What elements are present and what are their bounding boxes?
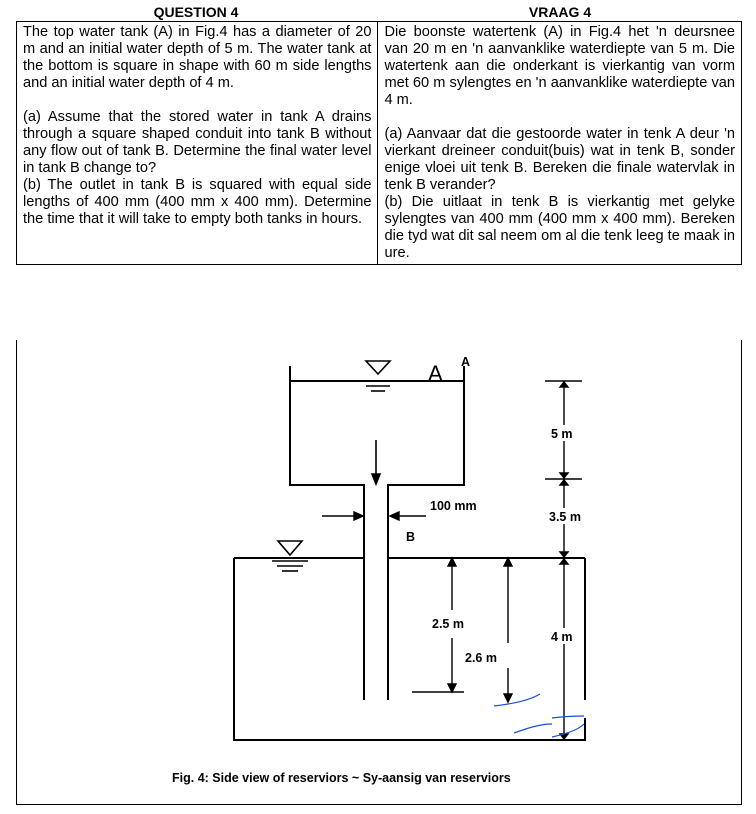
english-intro: The top water tank (A) in Fig.4 has a diameter of 20 m and an initial water depth of 5 m. The water tank at the bottom is square in shape with 60 m side lengths and an initial water depth of 4 m. [23,24,372,91]
dim-5m-label: 5 m [551,427,573,441]
afrikaans-part-b: (b) Die uitlaat in tenk B is vierkantig met gelyke sylengtes van 400 mm (400 mm x 400 mm). Bereken die tyd wat dit sal neem om al die tenk leeg te maak in ure. [384,194,735,261]
flow-arrow [372,440,380,484]
figure-caption: Fig. 4: Side view of reserviors ~ Sy-aansig van reserviors [172,771,511,785]
question-title-english: QUESTION 4 [153,4,239,20]
pipe-width-label: 100 mm [430,499,477,513]
dim-3-5m-label: 3.5 m [549,510,581,524]
dim-4m-label: 4 m [551,630,573,644]
water-level-symbol-a [361,361,395,391]
tank-a-outline [290,366,364,700]
pipe-width-arrows [322,512,426,520]
afrikaans-intro: Die boonste watertenk (A) in Fig.4 het 'n deursnee van 20 m en 'n aanvanklike waterdiepte van 5 m. Die watertenk aan die onderkant is vierkantig van vorm met 60 m sylengtes en 'n aanvanklike waterdiepte van 4 m. [384,24,735,108]
tank-b-label: B [406,530,416,544]
tank-b-outline [234,558,585,740]
dimension-2-6m [504,558,512,702]
english-part-b: (b) The outlet in tank B is squared with equal side lengths of 400 mm (400 mm x 400 mm). Determine the time that it will take to empty both tanks in hours. [23,177,372,227]
question-title-afrikaans: VRAAG 4 [528,4,592,20]
afrikaans-part-a: (a) Aanvaar dat die gestoorde water in tenk A deur 'n vierkant dreineer conduit(buis) wat in tenk B, sonder enige vloei uit tenk B. Bereken die finale watervlak in tenk B verander? [384,126,735,193]
dim-2-6m-label: 2.6 m [465,651,497,665]
tank-a-label: A [461,355,471,369]
water-level-symbol-b [272,541,308,571]
tank-a-handwritten-label: A [428,361,443,386]
dim-2-5m-label: 2.5 m [432,617,464,631]
english-part-a: (a) Assume that the stored water in tank A drains through a square shaped conduit into tank B without any flow out of tank B. Determine the final water level in tank B change to? [23,109,372,176]
